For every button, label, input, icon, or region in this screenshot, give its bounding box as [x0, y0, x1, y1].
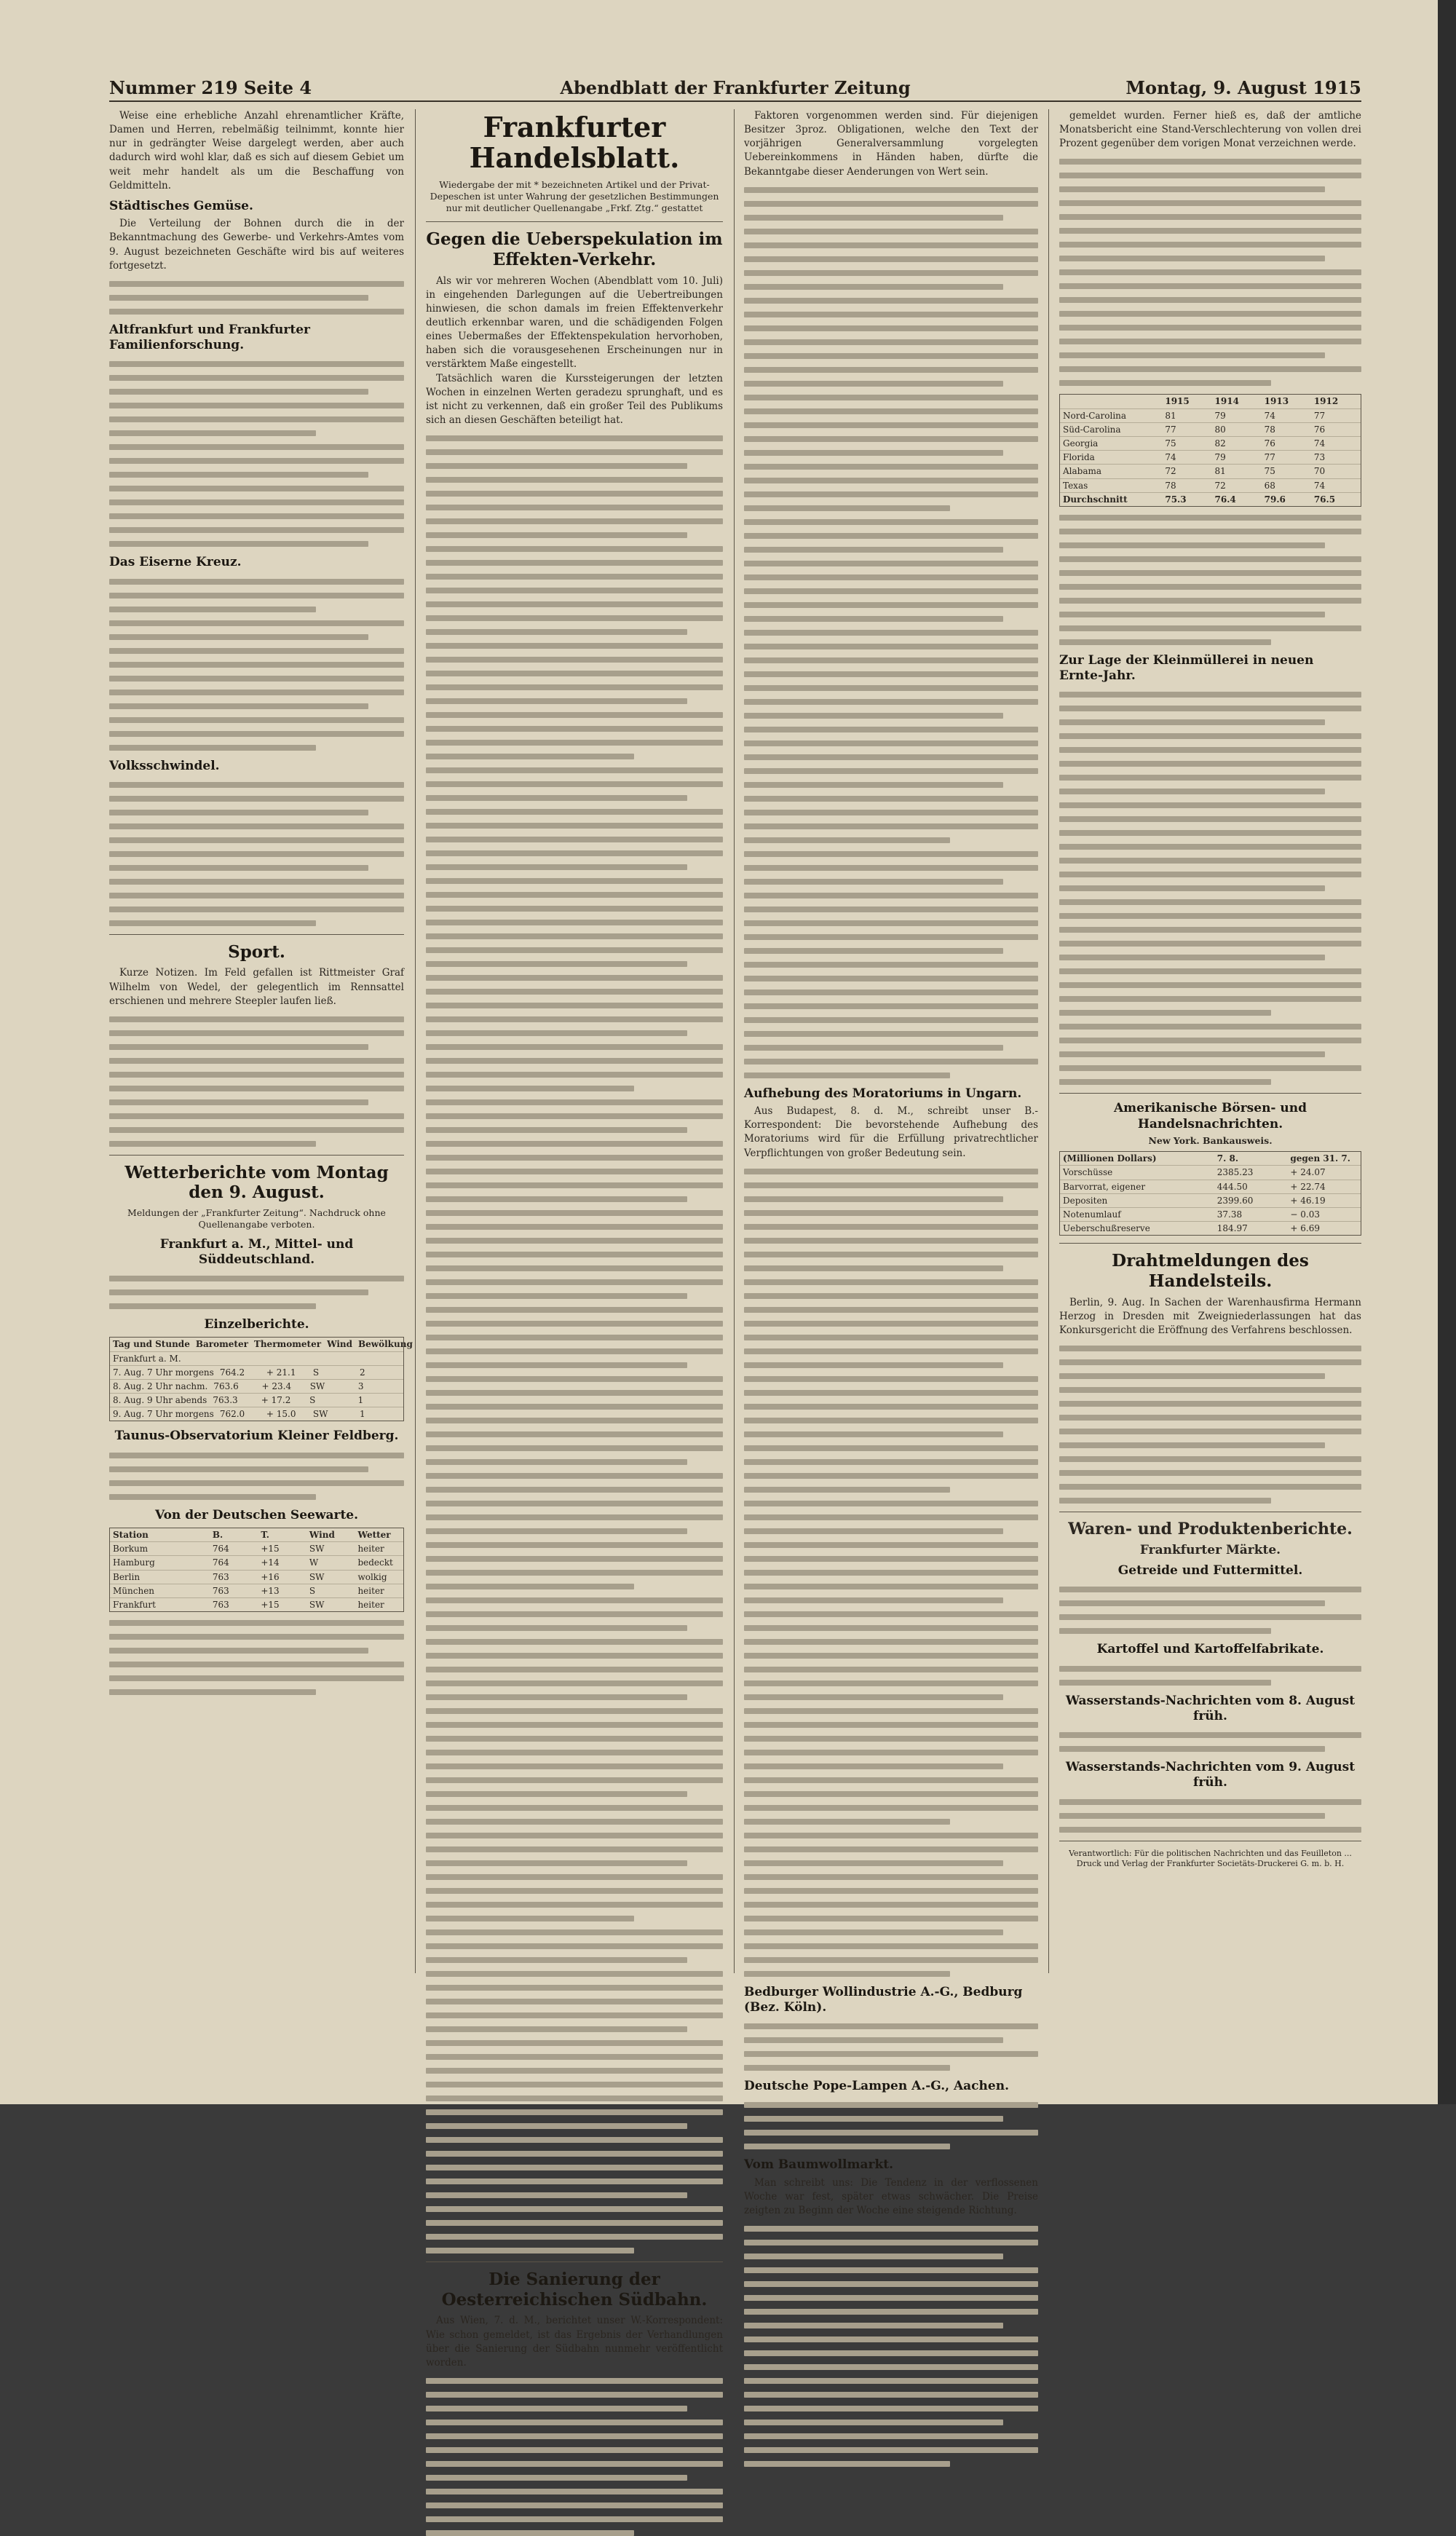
text-lines	[109, 1276, 404, 1309]
text-lines	[109, 579, 404, 751]
article-headline: Die Sanierung der Oesterreichischen Südbahn.	[441, 2270, 708, 2310]
text-lines	[1059, 692, 1361, 1085]
table-row: Vorschüsse 2385.23 + 24.07	[1060, 1166, 1361, 1180]
table-row: Ueberschußreserve 184.97 + 6.69	[1063, 1223, 1320, 1234]
section-title-handelsblatt: Frankfurter Handelsblatt.	[469, 111, 680, 174]
article-text: Aus Budapest, 8. d. M., schreibt unser B.-Korrespondent: Die bevorstehende Aufhebung des Moratoriums wird für die Erfüllung privatrechtlicher Verpflichtungen von großer Bedeutung sein.	[744, 1105, 1038, 1159]
text-lines	[744, 1169, 1038, 1977]
water-level-heading: Wasserstands-Nachrichten vom 9. August früh.	[1065, 1760, 1356, 1790]
article-headline: Gegen die Ueberspekulation im Effekten-Verkehr.	[426, 229, 723, 269]
table-row: Durchschnitt 75.3 76.4 79.6 76.5	[1063, 494, 1336, 505]
section-heading: Volksschwindel.	[109, 758, 220, 773]
page-number: Nummer 219 Seite 4	[109, 77, 312, 98]
table-row: Borkum 764 +15 SW heiter	[110, 1542, 403, 1556]
market-subheading: Kartoffel und Kartoffelfabrikate.	[1096, 1642, 1324, 1657]
article-text: Aus Wien, 7. d. M., berichtet unser W.-Korrespondent: Wie schon gemeldet, ist das Ergebnis der Verhandlungen über die Sanierung der Südbahn nunmehr veröffentlicht worden.	[426, 2315, 723, 2369]
table-row: Nord-Carolina 81 79 74 77	[1060, 409, 1361, 423]
divider	[1059, 1243, 1361, 1244]
market-heading: Frankfurter Märkte.	[1139, 1543, 1281, 1557]
text-lines	[1059, 1732, 1361, 1752]
column-handelsblatt	[426, 109, 723, 2369]
article-text: Als wir vor mehreren Wochen (Abendblatt vom 10. Juli) in eingehenden Darlegungen auf die Uebertreibungen hinwiesen, die schon damals im freien Effektenverkehr deutlich erkennbar waren, und die schädigenden Folgen eines Uebermaßes der Effektenspekulation hervorhoben, haben sich die vorausgesehenen Erscheinungen nur in verstärktem Maße eingestellt.	[426, 274, 723, 371]
section-heading: Das Eiserne Kreuz.	[109, 555, 242, 570]
section-heading: Aufhebung des Moratoriums in Ungarn.	[744, 1086, 1022, 1101]
article-text: Die Verteilung der Bohnen durch die in der Bekanntmachung des Gewerbe- und Verkehrs-Amtes vom 9. August bezeichneten Geschäfte wird bis auf weiteres fortgesetzt.	[109, 218, 404, 272]
table-caption: New York. Bankausweis.	[1148, 1134, 1273, 1146]
article-text: Man schreibt uns: Die Tendenz in der verflossenen Woche war fest, später etwas schwächer. Die Preise zeigten zu Beginn der Woche eine steigende Richtung.	[744, 2176, 1038, 2216]
bank-statement-table	[1059, 1151, 1361, 1236]
divider	[109, 1155, 404, 1156]
text-lines	[744, 187, 1038, 1078]
section-heading: Bedburger Wollindustrie A.-G., Bedburg (Bez. Köln).	[744, 1984, 1023, 2015]
text-lines	[1059, 1799, 1361, 1833]
section-heading: Zur Lage der Kleinmüllerei in neuen Ernte-Jahr.	[1059, 652, 1314, 684]
article-text: Weise eine erhebliche Anzahl ehrenamtlicher Kräfte, Damen und Herren, rebelmäßig teilnimmt, konnte hier nur in gedrängter Weise dargelegt werden, aber auch dadurch wird wohl klar, daß es sich auf diesem Gebiet um weit mehr handelt als um die Beschaffung von Geldmitteln.	[109, 110, 404, 191]
water-level-heading: Wasserstands-Nachrichten vom 8. August früh.	[1065, 1693, 1356, 1723]
divider	[1059, 1093, 1361, 1094]
weather-region: Frankfurt a. M., Mittel- und Süddeutschland.	[159, 1236, 354, 1267]
issue-date: Montag, 9. August 1915	[1125, 77, 1361, 98]
text-lines	[744, 2226, 1038, 2467]
table-row: Frankfurt a. M.	[110, 1352, 403, 1366]
weather-subheading: Von der Deutschen Seewarte.	[154, 1507, 359, 1522]
section-heading: Altfrankfurt und Frankfurter Familienforschung.	[109, 322, 310, 353]
table-row: 9. Aug. 7 Uhr morgens 762.0 + 15.0 SW 1	[113, 1409, 365, 1420]
table-row: Texas 78 72 68 74	[1060, 479, 1361, 493]
weather-subheading: Taunus-Observatorium Kleiner Feldberg.	[114, 1429, 399, 1444]
imprint: Verantwortlich: Für die politischen Nachrichten und das Feuilleton ... Druck und Verlag der Frankfurter Societäts-Druckerei G. m. b. H.	[1069, 1848, 1352, 1869]
section-heading: Deutsche Pope-Lampen A.-G., Aachen.	[744, 2079, 1009, 2094]
text-lines	[426, 2378, 723, 2536]
text-lines	[426, 435, 723, 2253]
column-markets	[1059, 109, 1361, 1973]
table-row: 8. Aug. 2 Uhr nachm. 763.6 + 23.4 SW 3	[110, 1380, 403, 1394]
section-title-goods: Waren- und Produktenberichte.	[1068, 1520, 1353, 1538]
market-subheading: Getreide und Futtermittel.	[1117, 1563, 1303, 1578]
text-lines	[109, 1453, 404, 1500]
column-rule	[1048, 109, 1049, 1973]
column-finance	[744, 109, 1038, 2216]
text-lines	[109, 281, 404, 315]
divider	[109, 934, 404, 935]
table-header: (Millionen Dollars) 7. 8. gegen 31. 7.	[1060, 1152, 1361, 1166]
text-lines	[744, 2102, 1038, 2149]
section-title-sport: Sport.	[228, 941, 285, 962]
text-lines	[109, 1620, 404, 1695]
section-heading: Vom Baumwollmarkt.	[744, 2157, 894, 2173]
article-text: gemeldet wurden. Ferner hieß es, daß der amtliche Monatsbericht eine Stand-Verschlechterung von vollen drei Prozent gegenüber dem vorigen Monat verzeichnen werde.	[1059, 110, 1361, 150]
weather-note: Meldungen der „Frankfurter Zeitung“. Nachdruck ohne Quellenangabe verboten.	[127, 1207, 386, 1231]
text-lines	[109, 1016, 404, 1147]
text-lines	[109, 782, 404, 926]
cotton-condition-table	[1059, 394, 1361, 507]
table-row: Notenumlauf 37.38 − 0.03	[1060, 1208, 1361, 1222]
weather-subheading: Einzelberichte.	[204, 1317, 309, 1332]
station-table	[109, 1528, 404, 1612]
text-lines	[1059, 1346, 1361, 1504]
table-row: Frankfurt 763 +15 SW heiter	[113, 1599, 384, 1610]
reprint-notice: Wiedergabe der mit * bezeichneten Artikel und der Privat-Depeschen ist unter Wahrung der gesetzlichen Bestimmungen nur mit deutlicher Quellenangabe „Frkf. Ztg.“ gestattet	[430, 178, 719, 214]
section-heading: Städtisches Gemüse.	[109, 198, 253, 213]
table-row: Berlin 763 +16 SW wolkig	[110, 1571, 403, 1584]
column-rule	[415, 109, 416, 1973]
table-row: 8. Aug. 9 Uhr abends 763.3 + 17.2 S 1	[110, 1394, 403, 1407]
article-text: Berlin, 9. Aug. In Sachen der Warenhausfirma Hermann Herzog in Dresden mit Zweigniederlassungen hat das Konkursgericht die Eröffnung des Verfahrens beschlossen.	[1059, 1296, 1361, 1336]
article-text: Tatsächlich waren die Kurssteigerungen der letzten Wochen in einzelnen Werten geradezu sprunghaft, und es ist nicht zu verkennen, daß ein großer Teil des Publikums sich an diesen Geschäften beteiligt hat.	[426, 372, 723, 427]
text-lines	[1059, 159, 1361, 386]
table-row: Georgia 75 82 76 74	[1060, 437, 1361, 451]
table-row: Hamburg 764 +14 W bedeckt	[110, 1556, 403, 1570]
article-text: Kurze Notizen. Im Feld gefallen ist Rittmeister Graf Wilhelm von Wedel, der gelegentlich im Rennsattel erschienen und mehrere Steepler laufen ließ.	[109, 967, 404, 1007]
table-row: Florida 74 79 77 73	[1060, 451, 1361, 465]
column-rule	[734, 109, 735, 1973]
text-lines	[109, 361, 404, 547]
masthead-title: Abendblatt der Frankfurter Zeitung	[560, 77, 911, 98]
table-header: Tag und Stunde Barometer Thermometer Wind Bewölkung	[110, 1338, 403, 1351]
table-row: München 763 +13 S heiter	[110, 1584, 403, 1598]
section-title-weather: Wetterberichte vom Montag den 9. August.	[124, 1162, 389, 1203]
table-row: Süd-Carolina 77 80 78 76	[1060, 423, 1361, 437]
table-row: Depositen 2399.60 + 46.19	[1060, 1194, 1361, 1208]
section-title-telegrams: Drahtmeldungen des Handelsteils.	[1112, 1251, 1309, 1291]
text-lines	[1059, 1666, 1361, 1686]
article-text: Faktoren vorgenommen werden sind. Für diejenigen Besitzer 3proz. Obligationen, welche den Text der vorjährigen Generalversammlung vorgelegten Uebereinkommens in Händen haben, dürfte die Bekanntgabe dieser Aenderungen von Wert sein.	[744, 110, 1038, 178]
table-header: 1915 1914 1913 1912	[1060, 395, 1361, 408]
text-lines	[1059, 1587, 1361, 1634]
text-lines	[1059, 515, 1361, 645]
running-header	[109, 74, 1361, 102]
column-local-news	[109, 109, 413, 1973]
scan-edge	[1438, 0, 1456, 2104]
table-header: Station B. T. Wind Wetter	[110, 1528, 403, 1542]
weather-table	[109, 1337, 413, 1421]
text-lines	[744, 2023, 1038, 2071]
table-row: Barvorrat, eigener 444.50 + 22.74	[1060, 1180, 1361, 1194]
table-row: 7. Aug. 7 Uhr morgens 764.2 + 21.1 S 2	[110, 1366, 403, 1380]
section-heading: Amerikanische Börsen- und Handelsnachrichten.	[1113, 1101, 1307, 1131]
divider	[426, 221, 723, 222]
table-row: Alabama 72 81 75 70	[1060, 465, 1361, 478]
